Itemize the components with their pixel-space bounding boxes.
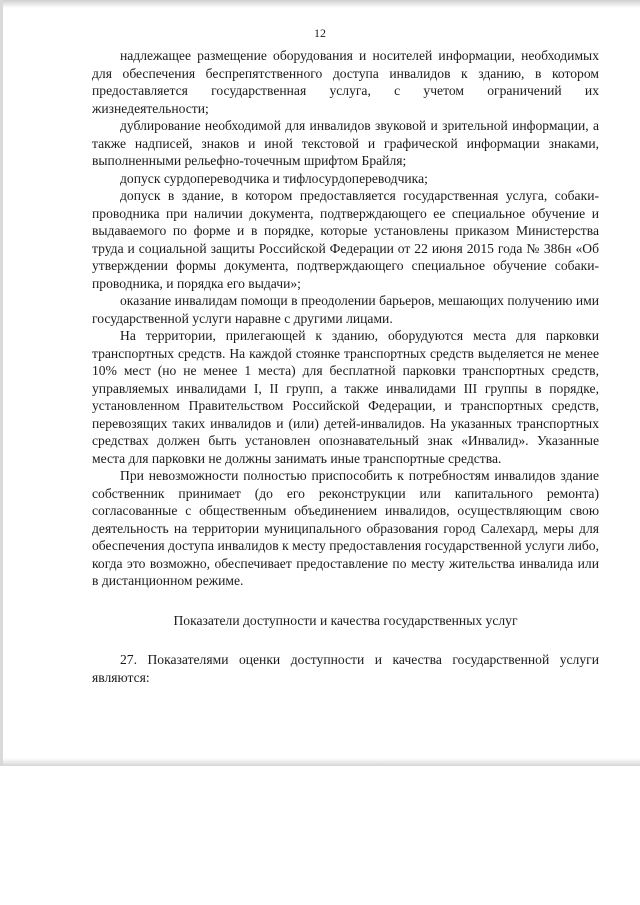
paragraph-barrier-assistance: оказание инвалидам помощи в преодолении барьеров, мешающих получению ими государственной услуги наравне с другими лицами. xyxy=(92,293,599,326)
paragraph-item-27: 27. Показателями оценки доступности и качества государственной услуги являются: xyxy=(92,652,599,685)
paragraph-braille-duplication: дублирование необходимой для инвалидов звуковой и зрительной информации, а также надписей, знаков и иной текстовой и графической информации знаками, выполненными рельефно-точечным шрифтом Брайля; xyxy=(92,118,599,168)
paragraph-guide-dog: допуск в здание, в котором предоставляется государственная услуга, собаки-проводника при наличии документа, подтверждающего ее специальное обучение и выдаваемого по форме и в порядке, которые установлены приказом Министерства труда и социальной защиты Российской Федерации от 22 июня 2015 года № 386н «Об утверждении формы документа, подтверждающего специальное обучение собаки-проводника, и порядка его выдачи»; xyxy=(92,188,599,291)
scan-shadow-bottom xyxy=(0,758,640,766)
paragraph-parking: На территории, прилегающей к зданию, оборудуются места для парковки транспортных средств. На каждой стоянке транспортных средств выделяется не менее 10% мест (но не менее 1 места) для бесплатной парковки транспортных средств, управляемых инвалидами I, II групп, а также инвалидами III группы в порядке, установленном Правительством Российской Федерации, и транспортных средств, перевозящих таких инвалидов и (или) детей-инвалидов. На указанных транспортных средствах должен быть установлен опознавательный знак «Инвалид». Указанные места для парковки не должны занимать иные транспортные средства. xyxy=(92,328,599,466)
document-body xyxy=(92,47,599,686)
section-heading: Показатели доступности и качества государственных услуг xyxy=(173,612,518,628)
scan-shadow-top xyxy=(0,0,640,8)
paragraph-sign-interpreter: допуск сурдопереводчика и тифлосурдопереводчика; xyxy=(120,170,428,186)
paragraph-equipment-placement: надлежащее размещение оборудования и носителей информации, необходимых для обеспечения беспрепятственного доступа инвалидов к зданию, в котором предоставляется государственная услуга, с учетом ограничений их жизнедеятельности; xyxy=(92,48,599,116)
scan-shadow-left xyxy=(0,0,3,766)
blank-margin xyxy=(0,766,640,905)
page-number: 12 xyxy=(314,26,326,40)
paragraph-building-adaptation: При невозможности полностью приспособить к потребностям инвалидов здание собственник принимает (до его реконструкции или капитального ремонта) согласованные с общественным объединением инвалидов, осуществляющим свою деятельность на территории муниципального образования город Салехард, меры для обеспечения доступа инвалидов к месту предоставления государственной услуги либо, когда это возможно, обеспечивает предоставление по месту жительства инвалида или в дистанционном режиме. xyxy=(92,468,599,588)
